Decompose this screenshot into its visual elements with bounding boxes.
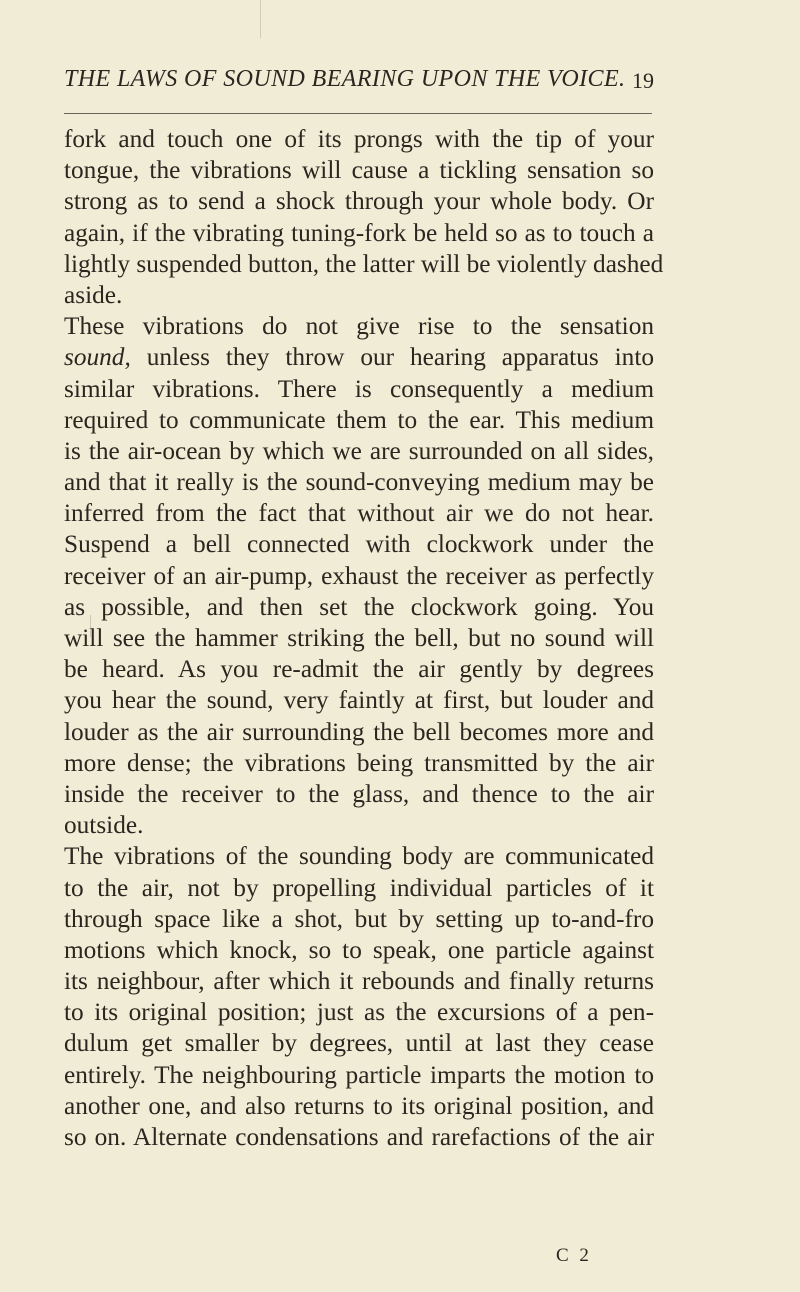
text-line: receiver of an air-pump, exhaust the receiver as perfectly (64, 561, 654, 590)
text-line: tongue, the vibrations will cause a tickling sensation so (64, 156, 654, 185)
text-line: inferred from the fact that without air we do not hear. (64, 499, 654, 528)
running-head (64, 66, 654, 100)
text-line (64, 342, 654, 373)
text-line-segment: unless they throw our hearing apparatus into (130, 343, 654, 372)
text-line: its neighbour, after which it rebounds and finally returns (64, 967, 654, 996)
text-line: dulum get smaller by degrees, until at last they cease (64, 1029, 654, 1058)
body-text (64, 124, 664, 1153)
text-line: you hear the sound, very faintly at first, but louder and (64, 686, 654, 715)
text-line: The vibrations of the sounding body are communicated (64, 842, 654, 871)
text-line: strong as to send a shock through your whole body. Or (64, 187, 654, 216)
paper-fleck (260, 0, 261, 38)
page-number: 19 (632, 68, 654, 93)
text-line: another one, and also returns to its original position, and (64, 1091, 654, 1120)
text-line: more dense; the vibrations being transmitted by the air (64, 748, 654, 777)
text-line: and that it really is the sound-conveying medium may be (64, 468, 654, 497)
text-line: so on. Alternate condensations and rarefactions of the air (64, 1123, 654, 1151)
text-line: as possible, and then set the clockwork going. You (64, 592, 654, 621)
signature-mark: C 2 (556, 1245, 592, 1266)
text-line: lightly suspended button, the latter will be violently dashed (64, 249, 664, 278)
paper-fleck (90, 615, 91, 637)
text-line: fork and touch one of its prongs with the tip of your (64, 125, 654, 153)
text-line: to the air, not by propelling individual particles of it (64, 873, 654, 902)
text-line: entirely. The neighbouring particle imparts the motion to (64, 1060, 654, 1089)
text-line: through space like a shot, but by setting up to-and-fro (64, 904, 654, 933)
text-line: similar vibrations. There is consequently a medium (64, 374, 654, 403)
text-line: required to communicate them to the ear. This medium (64, 405, 654, 434)
text-line: aside. (64, 280, 123, 309)
text-line: outside. (64, 811, 144, 840)
text-line: motions which knock, so to speak, one particle against (64, 935, 654, 964)
text-line: Suspend a bell connected with clockwork under the (64, 530, 654, 559)
italic-word: sound, (64, 343, 131, 372)
text-line: to its original position; just as the excursions of a pen- (64, 998, 654, 1027)
text-line: again, if the vibrating tuning-fork be held so as to touch a (64, 218, 654, 247)
text-line: louder as the air surrounding the bell becomes more and (64, 717, 654, 746)
text-line: is the air-ocean by which we are surrounded on all sides, (64, 436, 654, 465)
running-title: THE LAWS OF SOUND BEARING UPON THE VOICE. (64, 66, 626, 92)
text-line: be heard. As you re-admit the air gently by degrees (64, 655, 654, 684)
text-line: These vibrations do not give rise to the sensation (64, 312, 654, 341)
text-line: inside the receiver to the glass, and thence to the air (64, 779, 654, 808)
text-line: will see the hammer striking the bell, but no sound will (64, 624, 654, 652)
header-rule (64, 113, 652, 114)
